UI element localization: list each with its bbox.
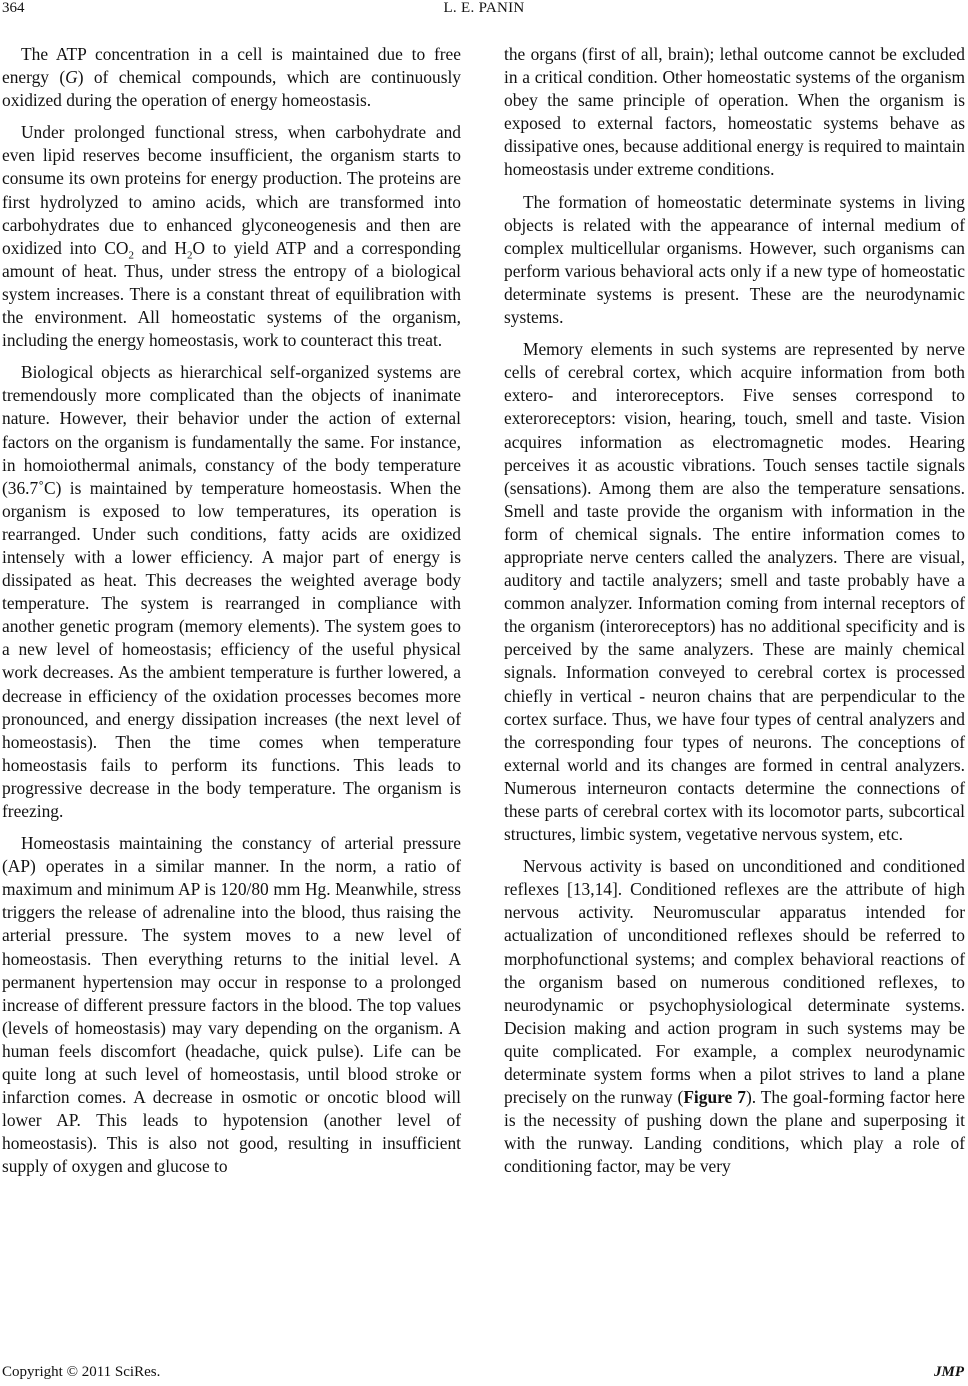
- left-column: [2, 43, 461, 1188]
- journal-abbreviation: JMP: [934, 1364, 964, 1380]
- paragraph-atp: The ATP concentration in a cell is maintained due to free energy (G) of chemical compounds, which are continuously oxidized during the operation of energy homeostasis.: [2, 44, 461, 111]
- right-column: [504, 43, 965, 1188]
- paragraph-determinate-systems: The formation of homeostatic determinate systems in living objects is related with the appearance of internal medium of complex multicellular organisms. However, such organisms can perform various behavioral acts only if a new type of homeostatic determinate systems is present. These are the neurodynamic systems.: [504, 191, 965, 328]
- figure-reference: Figure 7: [683, 1087, 746, 1108]
- paragraph-continued: the organs (first of all, brain); lethal outcome cannot be excluded in a critical condition. Other homeostatic systems of the organism obey the same principle of operation. When the organism is exposed to external factors, homeostatic systems behave as dissipative ones, because additional energy is required to maintain homeostasis under extreme conditions.: [504, 44, 965, 180]
- running-head: L. E. PANIN: [443, 0, 525, 16]
- paragraph-nervous-activity: Nervous activity is based on unconditioned and conditioned reflexes [13,14]. Conditioned reflexes are the attribute of high nervous activity. Neuromuscular apparatus intended for actualization of unconditioned reflexes should be referred to morphofunctional systems; and complex behavioral reactions of the organism based on numerous conditioned reflexes, to neurodynamic or psychophysiological determinate systems. Decision making and action program in such systems may be quite complicated. For example, a complex neurodynamic determinate system forms when a pilot strives to land a plane precisely on the runway (Figure 7). The goal-forming factor here is the necessity of pushing down the plane and superposing it with the runway. Landing conditions, which play a role of conditioning factor, may be very: [504, 856, 965, 1177]
- paragraph-biological-objects: Biological objects as hierarchical self-organized systems are tremendously more complicated than the objects of inanimate nature. However, their behavior under the action of external factors on the organism is fundamentally the same. For instance, in homoiothermal animals, constancy of the body temperature (36.7˚C) is maintained by temperature homeostasis. When the organism is exposed to low temperatures, its operation is rearranged. Under such conditions, fatty acids are oxidized intensely with a lower efficiency. A major part of energy is dissipated as heat. This decreases the weighted average body temperature. The system is rearranged in compliance with another genetic program (memory elements). The system goes to a new level of homeostasis; efficiency of the useful physical work decreases. As the ambient temperature is further lowered, a decrease in efficiency of the oxidation processes becomes more pronounced, and energy dissipation increases (the next level of homeostasis). Then the time comes when temperature homeostasis fails to perform its functions. This leads to progressive decrease in the body temperature. The organism is freezing.: [2, 362, 461, 821]
- copyright-notice: Copyright © 2011 SciRes.: [2, 1364, 161, 1380]
- paragraph-functional-stress: Under prolonged functional stress, when carbohydrate and even lipid reserves become insufficient, the organism starts to consume its own proteins for energy production. The proteins are first hydrolyzed to amino acids, which are transformed into carbohydrates due to enhanced glyconeogenesis and then are oxidized into $CO_2$ and $H_2O$ to yield ATP and a corresponding amount of heat. Thus, under stress the entropy of a biological system increases. There is a constant threat of equilibration with the environment. All homeostatic systems of the organism, including the energy homeostasis, work to counteract this treat.: [2, 122, 461, 351]
- paragraph-memory-elements: Memory elements in such systems are represented by nerve cells of cerebral cortex, which acquire information from both extero- and interoreceptors. Five senses correspond to exteroreceptors: vision, hearing, touch, smell and taste. Vision acquires information as electromagnetic modes. Hearing perceives it as acoustic vibrations. Touch senses tactile signals (sensations). Among them are also the temperature sensations. Smell and taste provide the organism with information in the form of chemical signals. The entire information comes to appropriate nerve centers called the analyzers. There are visual, auditory and tactile analyzers; smell and taste probably have a common analyzer. Information coming from internal receptors of the organism (interoreceptors) has no additional specificity and is perceived by the same analyzers. These are mainly chemical signals. Information conveyed to cerebral cortex is processed chiefly in vertical - neuron chains that are perpendicular to the cortex surface. Thus, we have four types of central analyzers and the corresponding four types of neurons. The conceptions of external world and its changes are formed in central analyzers. Numerous interneuron contacts determine the connections of these parts of cerebral cortex with its locomotor parts, subcortical structures, limbic system, vegetative nervous system, etc.: [504, 339, 965, 845]
- page-number: 364: [2, 0, 25, 16]
- paragraph-arterial-pressure: Homeostasis maintaining the constancy of arterial pressure (AP) operates in a similar manner. In the norm, a ratio of maximum and minimum AP is 120/80 mm Hg. Meanwhile, stress triggers the release of adrenaline into the blood, thus raising the arterial pressure. The system moves to a new level of homeostasis. Then everything returns to the initial level. A permanent hypertension may occur in response to a prolonged increase of different pressure factors in the blood. The top values (levels of homeostasis) may vary depending on the organism. A human feels discomfort (headache, quick pulse). Life can be quite long at such level of homeostasis, until blood stroke or infarction comes. A decrease in osmotic or oncotic blood will lower AP. This leads to hypotension (another level of homeostasis). This is also not good, resulting in insufficient supply of oxygen and glucose to: [2, 833, 461, 1177]
